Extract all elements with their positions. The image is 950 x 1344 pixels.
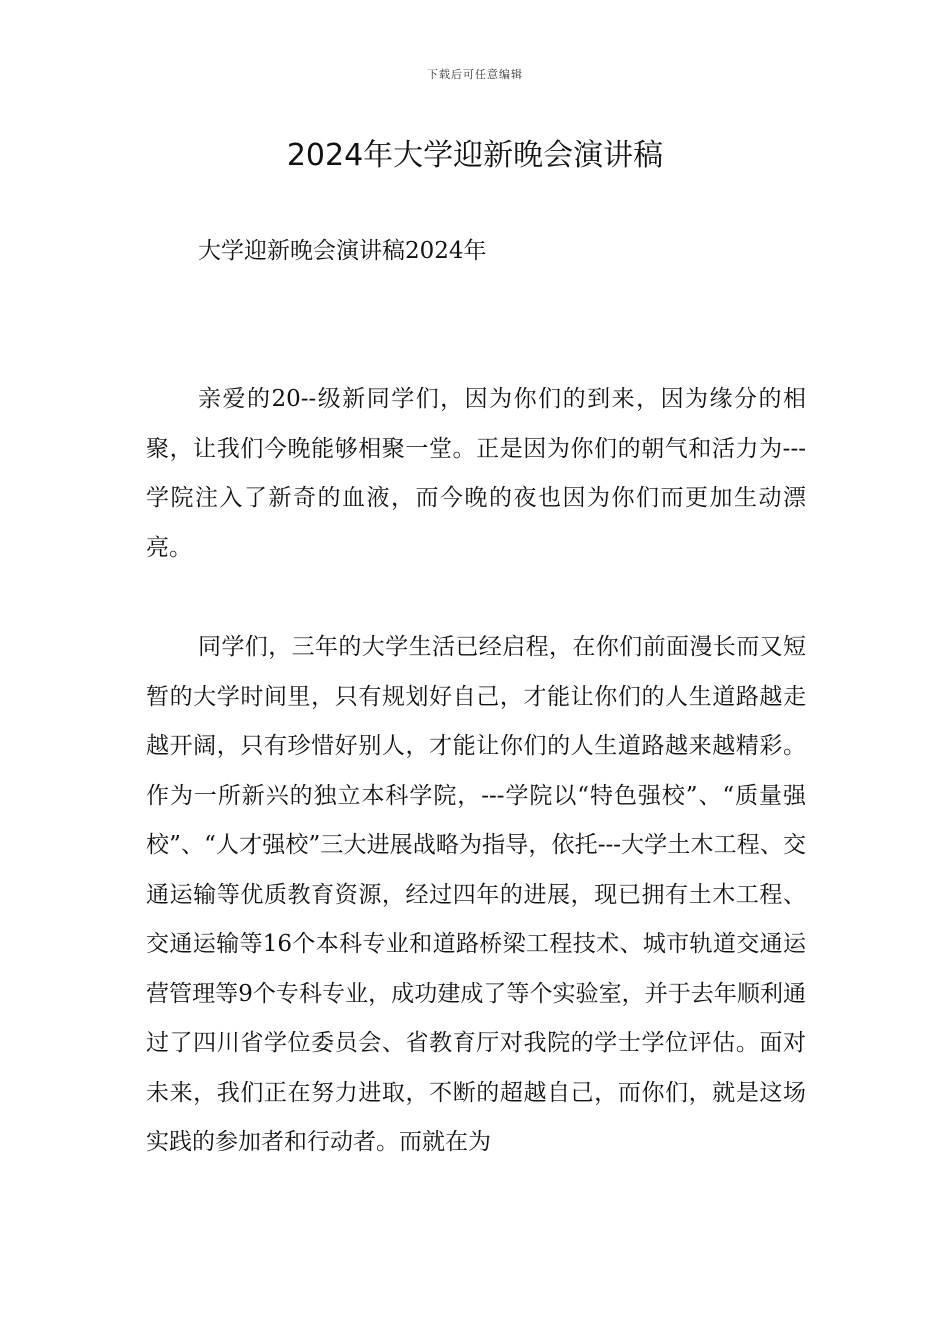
paragraph-2: 同学们，三年的大学生活已经启程，在你们前面漫长而又短暂的大学时间里，只有规划好自己，才能让你们的人生道路越走越开阔，只有珍惜好别人，才能让你们的人生道路越来越精彩。作为一所新兴的独立本科学院，---学院以“特色强校”、“质量强校”、“人才强校”三大进展战略为指导，依托---大学土木工程、交通运输等优质教育资源，经过四年的进展，现已拥有土木工程、交通运输等16个本科专业和道路桥梁工程技术、城市轨道交通运营管理等9个专科专业，成功建成了等个实验室，并于去年顺利通过了四川省学位委员会、省教育厅对我院的学士学位评估。面对未来，我们正在努力进取，不断的超越自己，而你们，就是这场实践的参加者和行动者。而就在为 [146,634,806,1155]
document-subtitle: 大学迎新晚会演讲稿2024年 [198,238,487,264]
document-title: 2024年大学迎新晚会演讲稿 [286,138,664,173]
header-note: 下载后可任意编辑 [427,68,523,81]
paragraph-1: 亲爱的20--级新同学们，因为你们的到来，因为缘分的相聚，让我们今晚能够相聚一堂。正是因为你们的朝气和活力为---学院注入了新奇的血液，而今晚的夜也因为你们而更加生动漂亮。 [146,386,806,561]
